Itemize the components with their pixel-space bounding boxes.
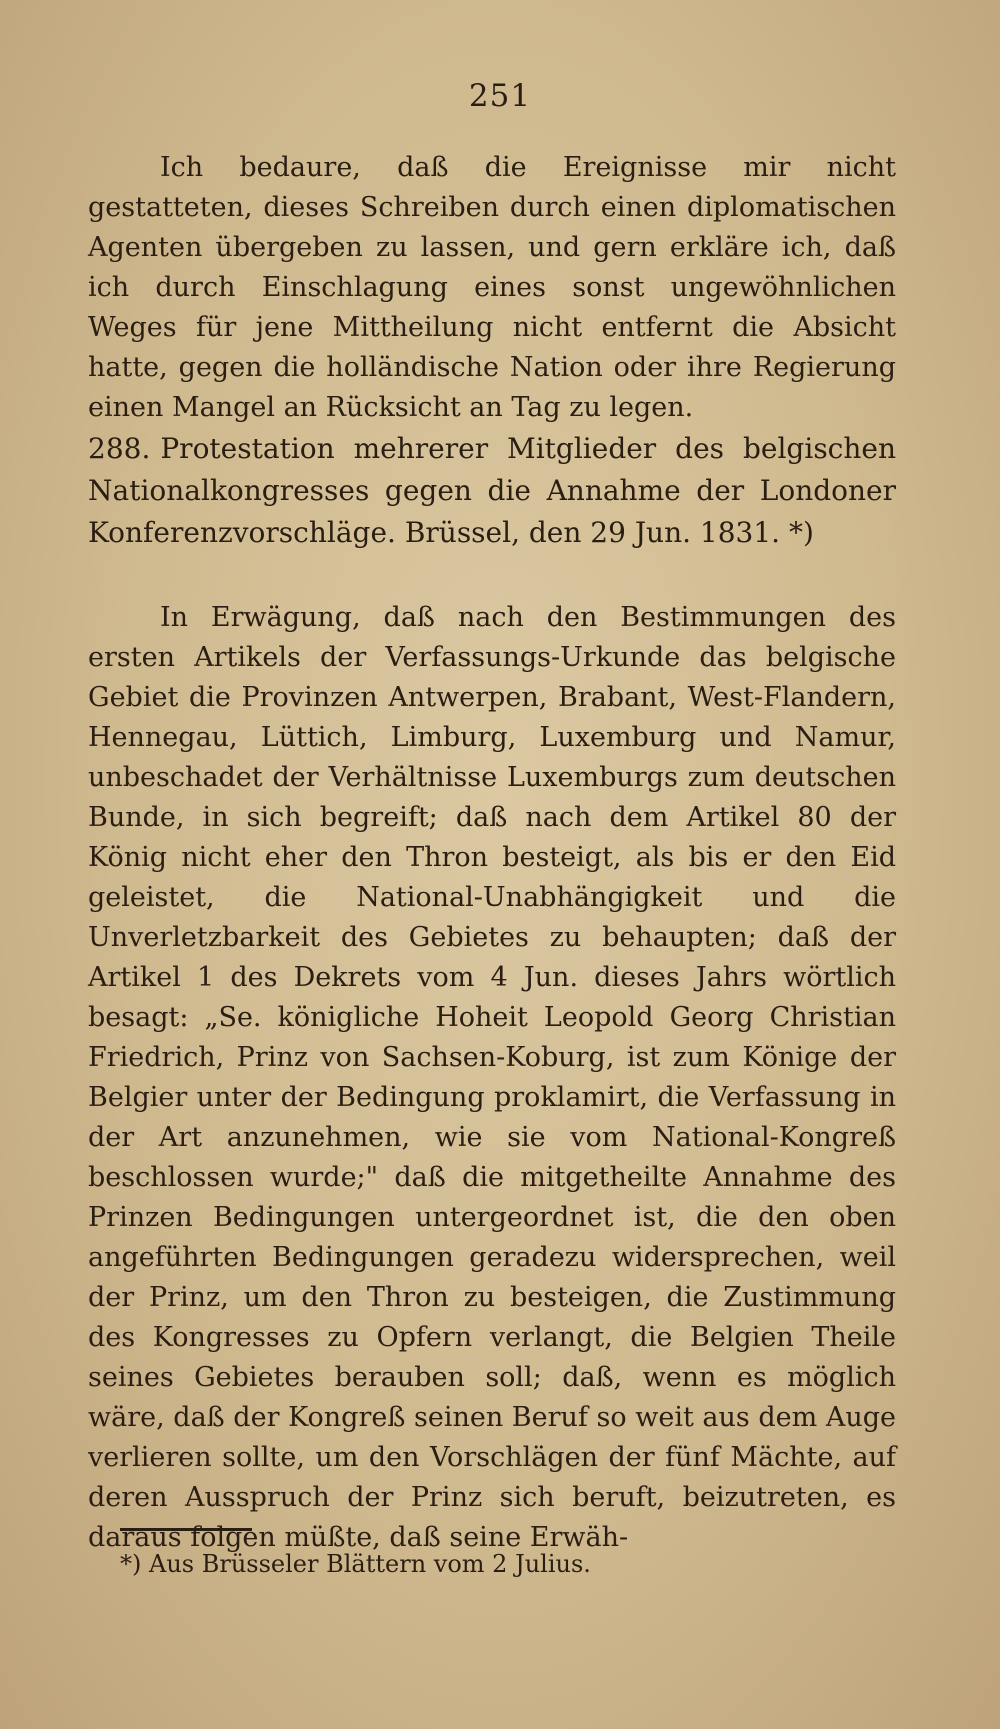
paragraph-1: Ich bedaure, daß die Ereignisse mir nicht gestatteten, dieses Schreiben durch einen diplomatischen Agenten übergeben zu lassen, und gern erkläre ich, daß ich durch Einschlagung eines sonst ungewöhnlichen Weges für jene Mittheilung nicht entfernt die Absicht hatte, gegen die holländische Nation oder ihre Regierung einen Mangel an Rücksicht an Tag zu legen.	[88, 152, 896, 423]
section-title: Protestation mehrerer Mitglieder des belgischen Nationalkongresses gegen die Annahme der Londoner Konferenzvorschläge. Brüssel, den 29 Jun. 1831. *)	[88, 432, 896, 549]
footnote: *) Aus Brüsseler Blättern vom 2 Julius.	[120, 1550, 591, 1578]
paragraph-2: In Erwägung, daß nach den Bestimmungen des ersten Artikels der Verfassungs-Urkunde das belgische Gebiet die Provinzen Antwerpen, Brabant, West-Flandern, Hennegau, Lüttich, Limburg, Luxemburg und Namur, unbeschadet der Verhältnisse Luxemburgs zum deutschen Bunde, in sich begreift; daß nach dem Artikel 80 der König nicht eher den Thron besteigt, als bis er den Eid geleistet, die National-Unabhängigkeit und die Unverletzbarkeit des Gebietes zu behaupten; daß der Artikel 1 des Dekrets vom 4 Jun. dieses Jahrs wörtlich besagt: „Se. königliche Hoheit Leopold Georg Christian Friedrich, Prinz von Sachsen-Koburg, ist zum Könige der Belgier unter der Bedingung proklamirt, die Verfassung in der Art anzunehmen, wie sie vom National-Kongreß beschlossen wurde;" daß die mitgetheilte Annahme des Prinzen Bedingungen untergeordnet ist, die den oben angeführten Bedingungen geradezu widersprechen, weil der Prinz, um den Thron zu besteigen, die Zustimmung des Kongresses zu Opfern verlangt, die Belgien Theile seines Gebietes berauben soll; daß, wenn es möglich wäre, daß der Kongreß seinen Beruf so weit aus dem Auge verlieren sollte, um den Vorschlägen der fünf Mächte, auf deren Ausspruch der Prinz sich beruft, beizutreten, es daraus folgen müßte, daß seine Erwäh-	[88, 602, 896, 1553]
footnote-rule	[120, 1528, 252, 1531]
section-number: 288.	[88, 432, 151, 465]
section-heading	[88, 428, 896, 554]
page-number: 251	[468, 78, 532, 114]
